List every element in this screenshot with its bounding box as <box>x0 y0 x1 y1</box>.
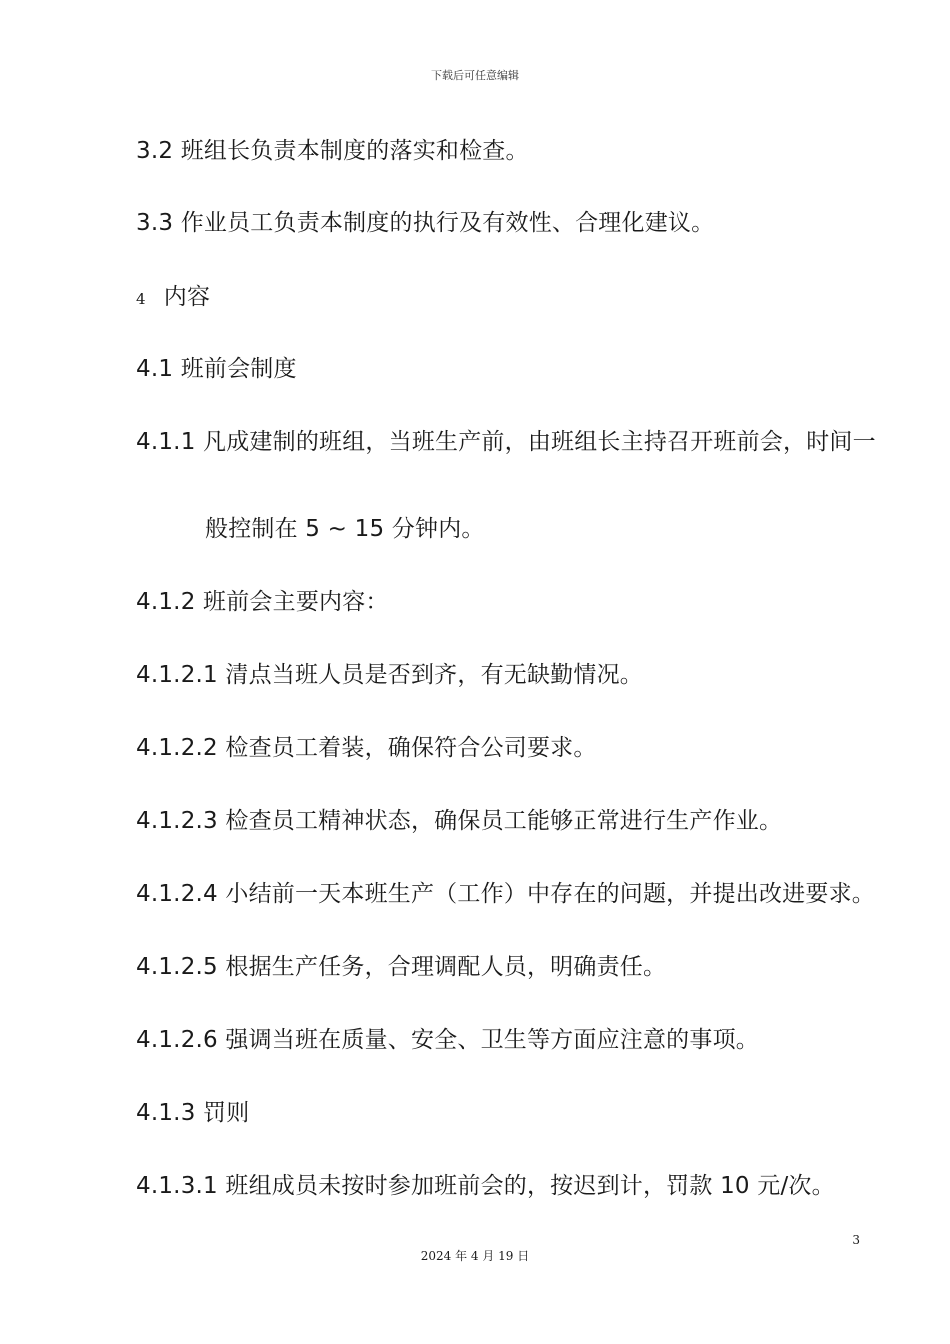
section-number: 4 <box>136 290 146 308</box>
heading-4-1-3: 4.1.3 罚则 <box>136 1100 250 1126</box>
footer-date: 2024 年 4 月 19 日 <box>420 1249 530 1263</box>
item-4-1-2-4: 4.1.2.4 小结前一天本班生产（工作）中存在的问题，并提出改进要求。 <box>136 881 875 907</box>
item-4-1-2-2: 4.1.2.2 检查员工着装，确保符合公司要求。 <box>136 735 597 761</box>
item-4-1-2-6: 4.1.2.6 强调当班在质量、安全、卫生等方面应注意的事项。 <box>136 1027 759 1053</box>
item-4-1-2-3: 4.1.2.3 检查员工精神状态，确保员工能够正常进行生产作业。 <box>136 808 783 834</box>
paragraph-3-3: 3.3 作业员工负责本制度的执行及有效性、合理化建议。 <box>136 210 715 236</box>
header-note: 下载后可任意编辑 <box>431 69 519 82</box>
section-heading-4 <box>136 282 210 314</box>
page-number: 3 <box>852 1233 860 1247</box>
paragraph-4-1-1-continued: 般控制在 5 ~ 15 分钟内。 <box>205 516 485 542</box>
item-4-1-3-1: 4.1.3.1 班组成员未按时参加班前会的，按迟到计，罚款 10 元/次。 <box>136 1173 835 1199</box>
paragraph-3-2: 3.2 班组长负责本制度的落实和检查。 <box>136 138 529 164</box>
heading-4-1: 4.1 班前会制度 <box>136 356 297 382</box>
item-4-1-2-5: 4.1.2.5 根据生产任务，合理调配人员，明确责任。 <box>136 954 667 980</box>
heading-4-1-2: 4.1.2 班前会主要内容： <box>136 589 389 615</box>
section-title: 内容 <box>163 284 211 310</box>
item-4-1-2-1: 4.1.2.1 清点当班人员是否到齐，有无缺勤情况。 <box>136 662 643 688</box>
paragraph-4-1-1: 4.1.1 凡成建制的班组，当班生产前，由班组长主持召开班前会，时间一 <box>136 429 876 455</box>
